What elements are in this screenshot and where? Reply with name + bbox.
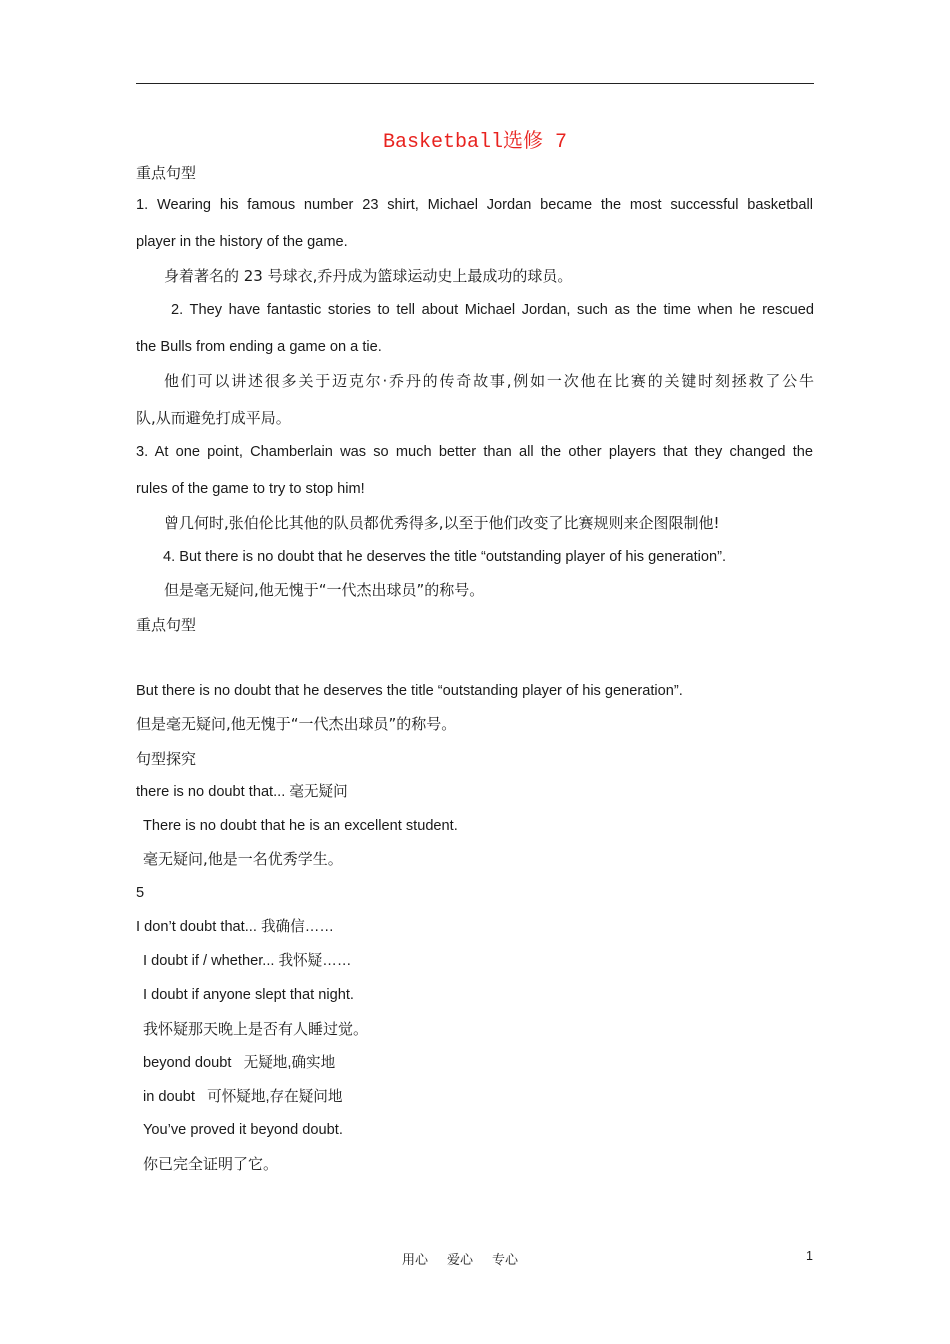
sentence-2-line-1: 2. They have fantastic stories to tell about Michael Jordan, such as the time when he rescued bbox=[171, 302, 814, 318]
sentence-3-line-1: 3. At one point, Chamberlain was so much better than all the other players that they changed the bbox=[136, 444, 813, 460]
sentence-2-translation-line-1: 他们可以讲述很多关于迈克尔·乔丹的传奇故事,例如一次他在比赛的关键时刻拯救了公牛 bbox=[164, 372, 814, 390]
pattern-5-example: You’ve proved it beyond doubt. bbox=[143, 1122, 343, 1138]
example-sentence: But there is no doubt that he deserves the title “outstanding player of his generation”. bbox=[136, 683, 683, 699]
sentence-1-line-2: player in the history of the game. bbox=[136, 234, 348, 250]
pattern-2: I don’t doubt that... 我确信…… bbox=[136, 919, 334, 935]
pattern-3: I doubt if / whether... 我怀疑…… bbox=[143, 953, 352, 969]
sentence-4: 4. But there is no doubt that he deserves the title “outstanding player of his generation”. bbox=[163, 549, 727, 565]
pattern-3-example-translation: 我怀疑那天晚上是否有人睡过觉。 bbox=[143, 1020, 369, 1038]
section-heading: 重点句型 bbox=[136, 164, 197, 182]
sentence-1-translation: 身着著名的 23 号球衣,乔丹成为篮球运动史上最成功的球员。 bbox=[164, 267, 573, 285]
pattern-4: beyond doubt 无疑地,确实地 bbox=[143, 1055, 336, 1071]
section-heading-2: 重点句型 bbox=[136, 616, 197, 634]
sentence-3-line-2: rules of the game to try to stop him! bbox=[136, 481, 365, 497]
pattern-1-example-translation: 毫无疑问,他是一名优秀学生。 bbox=[143, 850, 343, 868]
pattern-5-example-translation: 你已完全证明了它。 bbox=[143, 1155, 279, 1173]
pattern-3-example: I doubt if anyone slept that night. bbox=[143, 987, 354, 1003]
pattern-5: in doubt 可怀疑地,存在疑问地 bbox=[143, 1089, 343, 1105]
sentence-3-translation: 曾几何时,张伯伦比其他的队员都优秀得多,以至于他们改变了比赛规则来企图限制他! bbox=[164, 514, 720, 532]
header-rule bbox=[136, 83, 814, 84]
example-translation: 但是毫无疑问,他无愧于“一代杰出球员”的称号。 bbox=[136, 715, 457, 733]
page-number: 1 bbox=[806, 1249, 813, 1263]
footer-motto-2: 爱心 bbox=[447, 1253, 474, 1268]
footer-motto-1: 用心 bbox=[402, 1253, 429, 1268]
page-title: Basketball选修 7 bbox=[382, 131, 568, 154]
footer-motto-3: 专心 bbox=[492, 1253, 519, 1268]
sentence-4-translation: 但是毫无疑问,他无愧于“一代杰出球员”的称号。 bbox=[164, 581, 485, 599]
pattern-1: there is no doubt that... 毫无疑问 bbox=[136, 784, 348, 800]
stray-number: 5 bbox=[136, 885, 145, 901]
pattern-1-example: There is no doubt that he is an excellent student. bbox=[143, 818, 458, 834]
sentence-2-line-2: the Bulls from ending a game on a tie. bbox=[136, 339, 382, 355]
sentence-1-line-1: 1. Wearing his famous number 23 shirt, Michael Jordan became the most successful basketball bbox=[136, 197, 813, 213]
sentence-2-translation-line-2: 队,从而避免打成平局。 bbox=[136, 409, 291, 427]
section-heading-3: 句型探究 bbox=[136, 750, 197, 768]
